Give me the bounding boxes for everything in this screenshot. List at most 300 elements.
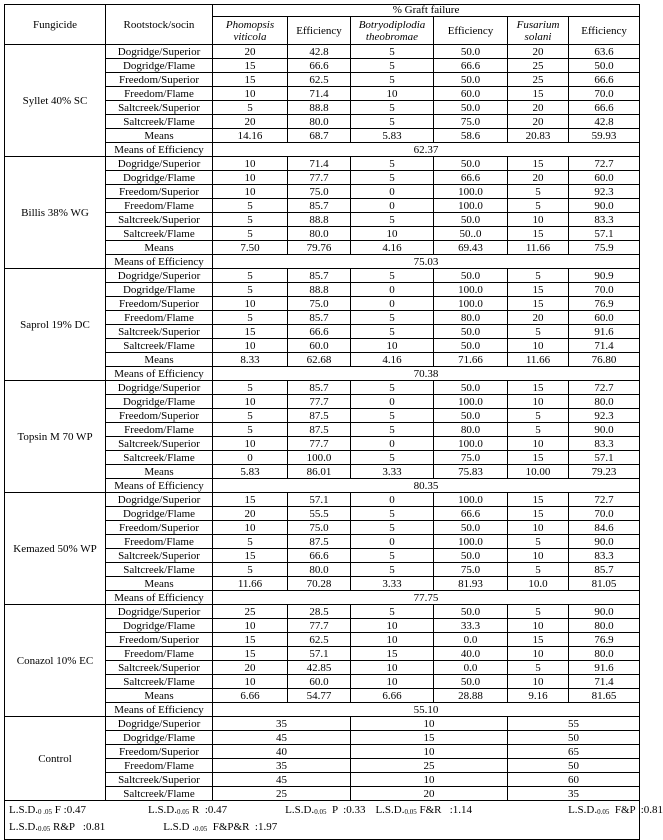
value-cell: 10 — [508, 675, 569, 689]
means-of-efficiency-label: Means of Efficiency — [106, 591, 213, 605]
value-cell: 80.0 — [288, 115, 351, 129]
means-of-efficiency-value: 62.37 — [213, 143, 640, 157]
value-cell: 92.3 — [569, 185, 640, 199]
fungicide-name: Billis 38% WG — [5, 157, 106, 269]
value-cell: 62.5 — [288, 73, 351, 87]
lsd-prefix: L.S.D. — [375, 804, 405, 816]
value-cell: 50.0 — [434, 269, 508, 283]
value-cell: 10 — [213, 675, 288, 689]
rootstock-cell: Dogridge/Flame — [106, 619, 213, 633]
value-cell: 50.0 — [434, 45, 508, 59]
rootstock-cell: Dogridge/Superior — [106, 269, 213, 283]
header-graft-failure: % Graft failure — [213, 5, 640, 17]
control-value-cell: 15 — [351, 731, 508, 745]
value-cell: 5 — [508, 185, 569, 199]
value-cell: 80.0 — [288, 563, 351, 577]
rootstock-cell: Dogridge/Superior — [106, 717, 213, 731]
control-value-cell: 50 — [508, 731, 640, 745]
value-cell: 50..0 — [434, 227, 508, 241]
value-cell: 54.77 — [288, 689, 351, 703]
rootstock-cell: Dogridge/Flame — [106, 171, 213, 185]
value-cell: 66.6 — [288, 59, 351, 73]
fungicide-name: Conazol 10% EC — [5, 605, 106, 717]
table-header — [5, 5, 640, 45]
value-cell: 10 — [213, 171, 288, 185]
lsd-subscript: 0.05 — [597, 808, 610, 816]
rootstock-cell: Dogridge/Flame — [106, 395, 213, 409]
value-cell: 0 — [351, 199, 434, 213]
value-cell: 10 — [351, 675, 434, 689]
lsd-subscript: 0 .05 — [38, 808, 53, 816]
rootstock-cell: Freedom/Superior — [106, 745, 213, 759]
header-pathogen: Fusarium solani — [508, 17, 569, 45]
value-cell: 20 — [508, 115, 569, 129]
lsd-prefix: L.S.D. — [9, 804, 39, 816]
lsd-subscript: 0.05 — [194, 825, 208, 833]
value-cell: 77.7 — [288, 619, 351, 633]
value-cell: 57.1 — [288, 493, 351, 507]
lsd-prefix: L.S.D . — [163, 821, 195, 833]
value-cell: 80.0 — [569, 395, 640, 409]
value-cell: 10 — [213, 185, 288, 199]
value-cell: 5 — [213, 381, 288, 395]
value-cell: 100.0 — [434, 493, 508, 507]
rootstock-cell: Dogridge/Superior — [106, 381, 213, 395]
value-cell: 80.0 — [288, 227, 351, 241]
header-rootstock: Rootstock/socin — [106, 5, 213, 45]
rootstock-cell: Freedom/Flame — [106, 311, 213, 325]
rootstock-cell: Dogridge/Flame — [106, 507, 213, 521]
value-cell: 5 — [351, 381, 434, 395]
value-cell: 3.33 — [351, 577, 434, 591]
lsd-prefix: L.S.D. — [568, 804, 598, 816]
control-value-cell: 10 — [351, 717, 508, 731]
lsd-text: P :0.33 — [326, 804, 366, 816]
value-cell: 42.85 — [288, 661, 351, 675]
value-cell: 91.6 — [569, 325, 640, 339]
value-cell: 85.7 — [288, 311, 351, 325]
value-cell: 90.0 — [569, 535, 640, 549]
value-cell: 0 — [351, 283, 434, 297]
lsd-value — [148, 803, 227, 820]
value-cell: 15 — [508, 157, 569, 171]
value-cell: 62.68 — [288, 353, 351, 367]
value-cell: 20 — [213, 45, 288, 59]
rootstock-cell: Saltcreek/Superior — [106, 661, 213, 675]
value-cell: 10 — [351, 87, 434, 101]
value-cell: 90.0 — [569, 605, 640, 619]
value-cell: 5 — [213, 283, 288, 297]
value-cell: 15 — [508, 493, 569, 507]
value-cell: 0 — [351, 297, 434, 311]
value-cell: 10 — [351, 661, 434, 675]
means-of-efficiency-value: 77.75 — [213, 591, 640, 605]
value-cell: 60.0 — [288, 675, 351, 689]
value-cell: 28.88 — [434, 689, 508, 703]
value-cell: 75.0 — [434, 115, 508, 129]
value-cell: 71.4 — [288, 157, 351, 171]
value-cell: 5 — [351, 549, 434, 563]
table-row — [5, 493, 640, 507]
lsd-text: F :0.47 — [52, 804, 86, 816]
value-cell: 50.0 — [434, 549, 508, 563]
value-cell: 100.0 — [434, 283, 508, 297]
lsd-text: F&R :1.14 — [416, 804, 473, 816]
rootstock-cell: Dogridge/Superior — [106, 605, 213, 619]
rootstock-cell: Saltcreek/Flame — [106, 227, 213, 241]
value-cell: 66.6 — [288, 325, 351, 339]
means-of-efficiency-value: 75.03 — [213, 255, 640, 269]
value-cell: 10 — [351, 619, 434, 633]
value-cell: 85.7 — [288, 269, 351, 283]
value-cell: 83.3 — [569, 213, 640, 227]
rootstock-cell: Freedom/Superior — [106, 73, 213, 87]
value-cell: 90.0 — [569, 423, 640, 437]
means-of-efficiency-value: 55.10 — [213, 703, 640, 717]
value-cell: 5 — [351, 45, 434, 59]
rootstock-cell: Saltcreek/Flame — [106, 451, 213, 465]
value-cell: 91.6 — [569, 661, 640, 675]
value-cell: 80.0 — [569, 619, 640, 633]
value-cell: 5 — [213, 563, 288, 577]
value-cell: 10 — [508, 521, 569, 535]
rootstock-cell: Freedom/Flame — [106, 759, 213, 773]
value-cell: 0 — [213, 451, 288, 465]
means-of-efficiency-value: 70.38 — [213, 367, 640, 381]
value-cell: 68.7 — [288, 129, 351, 143]
value-cell: 42.8 — [288, 45, 351, 59]
value-cell: 100.0 — [434, 199, 508, 213]
value-cell: 10.00 — [508, 465, 569, 479]
lsd-text: F&P :0.81 — [609, 804, 663, 816]
fungicide-name: Kemazed 50% WP — [5, 493, 106, 605]
value-cell: 15 — [508, 227, 569, 241]
value-cell: 20 — [508, 45, 569, 59]
value-cell: 50.0 — [434, 73, 508, 87]
value-cell: 88.8 — [288, 213, 351, 227]
value-cell: 10 — [508, 395, 569, 409]
value-cell: 11.66 — [508, 353, 569, 367]
value-cell: 72.7 — [569, 157, 640, 171]
value-cell: 50.0 — [434, 157, 508, 171]
value-cell: 8.33 — [213, 353, 288, 367]
rootstock-cell: Saltcreek/Superior — [106, 549, 213, 563]
control-value-cell: 45 — [213, 773, 351, 787]
value-cell: 100.0 — [434, 395, 508, 409]
value-cell: 81.93 — [434, 577, 508, 591]
value-cell: 33.3 — [434, 619, 508, 633]
value-cell: 5 — [351, 521, 434, 535]
lsd-value — [375, 803, 472, 820]
table-row — [5, 157, 640, 171]
value-cell: 5 — [213, 311, 288, 325]
value-cell: 10 — [213, 395, 288, 409]
value-cell: 4.16 — [351, 241, 434, 255]
value-cell: 50.0 — [434, 339, 508, 353]
rootstock-cell: Freedom/Flame — [106, 199, 213, 213]
value-cell: 75.0 — [434, 563, 508, 577]
value-cell: 5 — [213, 101, 288, 115]
value-cell: 75.0 — [288, 297, 351, 311]
value-cell: 5 — [351, 73, 434, 87]
value-cell: 5 — [351, 605, 434, 619]
value-cell: 5 — [351, 311, 434, 325]
control-value-cell: 40 — [213, 745, 351, 759]
value-cell: 58.6 — [434, 129, 508, 143]
rootstock-cell: Freedom/Flame — [106, 647, 213, 661]
rootstock-cell: Means — [106, 465, 213, 479]
value-cell: 15 — [351, 647, 434, 661]
value-cell: 5 — [351, 325, 434, 339]
rootstock-cell: Freedom/Flame — [106, 87, 213, 101]
means-of-efficiency-label: Means of Efficiency — [106, 367, 213, 381]
value-cell: 85.7 — [288, 199, 351, 213]
means-of-efficiency-value: 80.35 — [213, 479, 640, 493]
value-cell: 70.0 — [569, 507, 640, 521]
value-cell: 10 — [213, 339, 288, 353]
value-cell: 5 — [351, 451, 434, 465]
value-cell: 76.9 — [569, 633, 640, 647]
value-cell: 71.4 — [288, 87, 351, 101]
value-cell: 5 — [351, 115, 434, 129]
value-cell: 76.80 — [569, 353, 640, 367]
value-cell: 10 — [508, 647, 569, 661]
value-cell: 15 — [213, 493, 288, 507]
value-cell: 57.1 — [569, 451, 640, 465]
value-cell: 0.0 — [434, 661, 508, 675]
value-cell: 90.0 — [569, 199, 640, 213]
value-cell: 63.6 — [569, 45, 640, 59]
lsd-prefix: L.S.D. — [285, 804, 315, 816]
value-cell: 28.5 — [288, 605, 351, 619]
value-cell: 66.6 — [434, 507, 508, 521]
value-cell: 85.7 — [288, 381, 351, 395]
table-body — [5, 45, 663, 840]
value-cell: 92.3 — [569, 409, 640, 423]
control-value-cell: 10 — [351, 745, 508, 759]
value-cell: 81.05 — [569, 577, 640, 591]
value-cell: 50.0 — [434, 325, 508, 339]
value-cell: 20 — [508, 101, 569, 115]
rootstock-cell: Saltcreek/Flame — [106, 563, 213, 577]
value-cell: 5 — [351, 157, 434, 171]
header-efficiency: Efficiency — [434, 17, 508, 45]
value-cell: 83.3 — [569, 549, 640, 563]
value-cell: 10 — [351, 339, 434, 353]
value-cell: 9.16 — [508, 689, 569, 703]
value-cell: 77.7 — [288, 171, 351, 185]
value-cell: 76.9 — [569, 297, 640, 311]
value-cell: 5 — [351, 59, 434, 73]
lsd-line — [9, 803, 663, 820]
rootstock-cell: Dogridge/Flame — [106, 731, 213, 745]
value-cell: 66.6 — [288, 549, 351, 563]
value-cell: 15 — [213, 647, 288, 661]
value-cell: 60.0 — [288, 339, 351, 353]
control-value-cell: 10 — [351, 773, 508, 787]
lsd-text: R :0.47 — [189, 804, 228, 816]
value-cell: 20 — [508, 311, 569, 325]
rootstock-cell: Means — [106, 577, 213, 591]
fungicide-name: Saprol 19% DC — [5, 269, 106, 381]
value-cell: 66.6 — [434, 171, 508, 185]
value-cell: 100.0 — [434, 535, 508, 549]
value-cell: 20.83 — [508, 129, 569, 143]
value-cell: 79.23 — [569, 465, 640, 479]
value-cell: 15 — [508, 451, 569, 465]
value-cell: 86.01 — [288, 465, 351, 479]
lsd-prefix: L.S.D. — [9, 821, 39, 833]
lsd-text: F&P&R :1.97 — [207, 821, 278, 833]
value-cell: 5 — [351, 101, 434, 115]
means-of-efficiency-label: Means of Efficiency — [106, 255, 213, 269]
value-cell: 5 — [508, 423, 569, 437]
value-cell: 50.0 — [434, 381, 508, 395]
lsd-value — [9, 803, 86, 820]
value-cell: 5 — [508, 563, 569, 577]
table-row — [5, 269, 640, 283]
value-cell: 100.0 — [434, 185, 508, 199]
value-cell: 50.0 — [434, 521, 508, 535]
value-cell: 42.8 — [569, 115, 640, 129]
value-cell: 71.66 — [434, 353, 508, 367]
value-cell: 10 — [213, 87, 288, 101]
value-cell: 10 — [508, 437, 569, 451]
value-cell: 10 — [213, 437, 288, 451]
value-cell: 10 — [213, 157, 288, 171]
value-cell: 5 — [213, 535, 288, 549]
value-cell: 6.66 — [213, 689, 288, 703]
rootstock-cell: Dogridge/Superior — [106, 45, 213, 59]
value-cell: 15 — [508, 507, 569, 521]
lsd-line — [9, 820, 635, 837]
control-value-cell: 25 — [213, 787, 351, 801]
value-cell: 5 — [508, 199, 569, 213]
fungicide-name: Topsin M 70 WP — [5, 381, 106, 493]
value-cell: 5 — [213, 409, 288, 423]
value-cell: 25 — [213, 605, 288, 619]
control-value-cell: 50 — [508, 759, 640, 773]
value-cell: 15 — [508, 381, 569, 395]
value-cell: 50.0 — [434, 605, 508, 619]
value-cell: 7.50 — [213, 241, 288, 255]
value-cell: 5 — [508, 605, 569, 619]
value-cell: 5 — [508, 409, 569, 423]
value-cell: 70.0 — [569, 283, 640, 297]
value-cell: 85.7 — [569, 563, 640, 577]
value-cell: 60.0 — [569, 171, 640, 185]
value-cell: 15 — [508, 283, 569, 297]
value-cell: 59.93 — [569, 129, 640, 143]
rootstock-cell: Freedom/Superior — [106, 409, 213, 423]
value-cell: 75.83 — [434, 465, 508, 479]
header-pathogen: Botryodiplodia theobromae — [351, 17, 434, 45]
rootstock-cell: Dogridge/Superior — [106, 493, 213, 507]
value-cell: 20 — [213, 661, 288, 675]
value-cell: 50.0 — [434, 101, 508, 115]
value-cell: 87.5 — [288, 409, 351, 423]
value-cell: 50.0 — [434, 213, 508, 227]
value-cell: 14.16 — [213, 129, 288, 143]
rootstock-cell: Saltcreek/Superior — [106, 101, 213, 115]
lsd-prefix: L.S.D. — [147, 804, 177, 816]
value-cell: 0 — [351, 493, 434, 507]
lsd-footer — [5, 801, 663, 840]
value-cell: 15 — [213, 325, 288, 339]
value-cell: 83.3 — [569, 437, 640, 451]
value-cell: 0 — [351, 185, 434, 199]
value-cell: 77.7 — [288, 437, 351, 451]
value-cell: 15 — [213, 73, 288, 87]
value-cell: 75.0 — [434, 451, 508, 465]
value-cell: 80.0 — [569, 647, 640, 661]
value-cell: 75.9 — [569, 241, 640, 255]
value-cell: 15 — [213, 59, 288, 73]
value-cell: 50.0 — [569, 59, 640, 73]
lsd-value — [285, 803, 365, 820]
value-cell: 80.0 — [434, 423, 508, 437]
value-cell: 80.0 — [434, 311, 508, 325]
value-cell: 66.6 — [569, 73, 640, 87]
value-cell: 11.66 — [508, 241, 569, 255]
header-fungicide: Fungicide — [5, 5, 106, 45]
value-cell: 0.0 — [434, 633, 508, 647]
value-cell: 20 — [213, 507, 288, 521]
value-cell: 10.0 — [508, 577, 569, 591]
value-cell: 11.66 — [213, 577, 288, 591]
value-cell: 10 — [508, 213, 569, 227]
rootstock-cell: Freedom/Superior — [106, 521, 213, 535]
means-of-efficiency-label: Means of Efficiency — [106, 143, 213, 157]
value-cell: 10 — [508, 619, 569, 633]
value-cell: 15 — [508, 87, 569, 101]
control-value-cell: 45 — [213, 731, 351, 745]
lsd-value — [568, 803, 663, 820]
control-row — [5, 717, 640, 731]
graft-failure-table-container — [4, 4, 663, 840]
value-cell: 5 — [508, 325, 569, 339]
rootstock-cell: Means — [106, 129, 213, 143]
table-row — [5, 45, 640, 59]
value-cell: 5 — [508, 661, 569, 675]
rootstock-cell: Saltcreek/Superior — [106, 213, 213, 227]
value-cell: 5 — [213, 423, 288, 437]
value-cell: 4.16 — [351, 353, 434, 367]
value-cell: 62.5 — [288, 633, 351, 647]
lsd-value — [9, 820, 105, 837]
value-cell: 100.0 — [288, 451, 351, 465]
value-cell: 10 — [508, 549, 569, 563]
rootstock-cell: Saltcreek/Superior — [106, 325, 213, 339]
value-cell: 5 — [351, 213, 434, 227]
rootstock-cell: Dogridge/Flame — [106, 283, 213, 297]
value-cell: 87.5 — [288, 535, 351, 549]
lsd-subscript: 0.05 — [314, 808, 327, 816]
table-row — [5, 381, 640, 395]
lsd-subscript: 0.05 — [38, 825, 51, 833]
lsd-subscript: 0.05 — [177, 808, 190, 816]
value-cell: 60.0 — [434, 87, 508, 101]
control-value-cell: 35 — [213, 759, 351, 773]
value-cell: 50.0 — [434, 409, 508, 423]
control-value-cell: 20 — [351, 787, 508, 801]
value-cell: 71.4 — [569, 339, 640, 353]
lsd-value — [163, 820, 277, 837]
value-cell: 3.33 — [351, 465, 434, 479]
value-cell: 87.5 — [288, 423, 351, 437]
value-cell: 0 — [351, 395, 434, 409]
value-cell: 5 — [213, 227, 288, 241]
